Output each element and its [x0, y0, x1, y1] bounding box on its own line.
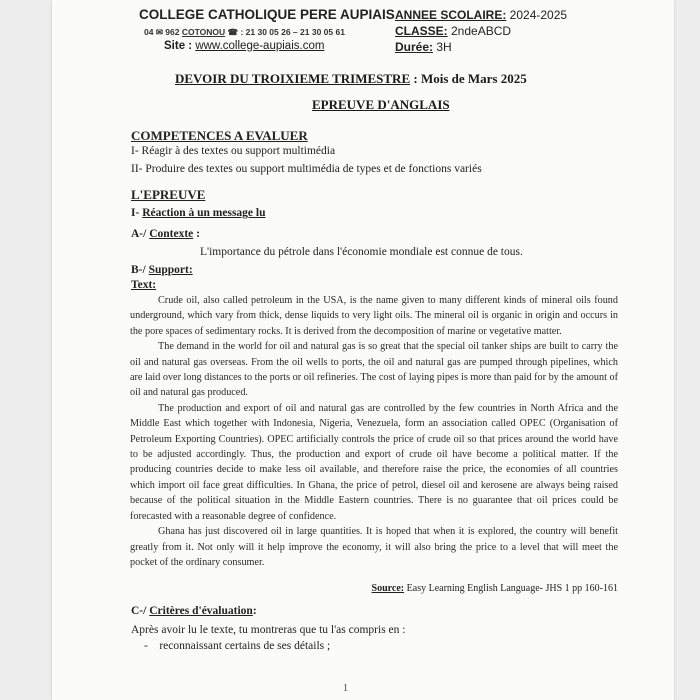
source-label: Source:: [371, 583, 405, 594]
contexte-heading: [131, 228, 200, 240]
contexte-text: L'importance du pétrole dans l'économie mondiale est connue de tous.: [200, 246, 523, 258]
school-year: [395, 8, 567, 22]
school-contact: [144, 27, 345, 38]
school-site: [164, 40, 324, 52]
criteres-suffix: :: [252, 605, 257, 617]
duration-info: [395, 40, 452, 54]
criteres-heading: [131, 605, 257, 617]
contexte-label: Contexte: [149, 228, 194, 240]
criteres-bullet-text: reconnaissant certains de ses détails ;: [159, 640, 331, 652]
passage: [130, 293, 618, 570]
exam-title-main: DEVOIR DU TROIXIEME TRIMESTRE: [175, 71, 411, 86]
support-prefix: B-/: [131, 264, 149, 276]
section-1-prefix: I-: [131, 207, 143, 219]
passage-paragraph-1: Crude oil, also called petroleum in the USA, is the name given to many different kinds of mineral oils found underground, which vary from thick, dense liquids to very light oils. The mineral oil is organic in origin and occurs in the pore spaces of sedimentary rocks. It is derived from the decomposition of marine or vegetative matter.: [130, 295, 618, 337]
epreuve-heading: L'EPREUVE: [131, 187, 206, 202]
criteres-intro: Après avoir lu le texte, tu montreras que tu l'as compris en :: [131, 624, 406, 636]
exam-title: [175, 71, 527, 87]
site-url[interactable]: www.college-aupiais.com: [195, 40, 325, 52]
criteres-bullet: [144, 640, 330, 652]
competence-item-1: I- Réagir à des textes ou support multimédia: [131, 145, 336, 157]
contact-city: COTONOU: [181, 27, 226, 37]
duration-label: Durée:: [395, 40, 434, 54]
contact-phone: ☎ : 21 30 05 26 – 21 30 05 61: [227, 27, 345, 37]
text-label: Text:: [131, 279, 157, 291]
passage-source: [372, 583, 618, 594]
criteres-title: Critères d'évaluation: [149, 605, 253, 617]
document-page: [52, 0, 674, 700]
passage-paragraph-4: Ghana has just discovered oil in large quantities. It is hoped that when it is explored, the country will benefit greatly from it. Not only will it help improve the economy, it will also bring the price to a level that will meet the pocket of the ordinary consumer.: [130, 526, 618, 568]
passage-paragraph-2: The demand in the world for oil and natural gas is so great that the special oil tanker ships are built to carry the oil and natural gas overseas. From the oil wells to ports, the oil and natural gas are pumped through pipelines, which are laid over long distances to the ports or oil refineries. The cost of laying pipes is more than paid for by the amount of oil and natural gas produced.: [130, 341, 618, 399]
year-label: ANNEE SCOLAIRE:: [395, 8, 507, 22]
exam-title-suffix: : Mois de Mars 2025: [410, 71, 527, 86]
section-1-title: Réaction à un message lu: [142, 207, 266, 219]
year-value: 2024-2025: [506, 8, 568, 22]
class-label: CLASSE:: [395, 24, 448, 38]
page-number: 1: [343, 683, 348, 694]
duration-value: 3H: [433, 40, 452, 54]
class-value: 2ndeABCD: [447, 24, 512, 38]
criteres-prefix: C-/: [131, 605, 150, 617]
support-label: Support:: [148, 264, 193, 276]
class-info: [395, 24, 511, 38]
competences-heading: COMPETENCES A EVALUER: [131, 128, 308, 143]
support-heading: [131, 264, 193, 276]
bullet-dash: -: [144, 640, 160, 652]
contexte-prefix: A-/: [131, 228, 150, 240]
competence-item-2: II- Produire des textes ou support multimédia de types et de fonctions variés: [131, 163, 482, 175]
source-text: Easy Learning English Language- JHS 1 pp 160-161: [404, 583, 618, 594]
exam-subject: EPREUVE D'ANGLAIS: [312, 97, 450, 112]
school-name: COLLEGE CATHOLIQUE PERE AUPIAIS: [139, 7, 395, 22]
site-label: Site :: [164, 40, 196, 52]
contexte-suffix: :: [193, 228, 201, 240]
section-1-heading: [131, 207, 266, 219]
contact-prefix: 04 ✉ 962: [144, 27, 180, 37]
passage-paragraph-3: The production and export of oil and natural gas are controlled by the few countries in North Africa and the Middle East which together with Indonesia, Nigeria, Venezuela, form an association called OPEC (Organisation of Petroleum Exporting Countries). OPEC artificially controls the price of crude oil so that prices around the world have to be adjusted accordingly. Thus, the production and export of crude oil have become a political matter. If the producing countries decide to make less oil available, and therefore raise the price, the economies of all countries which import oil face great difficulties. In Ghana, the price of petrol, diesel oil and kerosene are always being raised because of the political situation in the Middle Eastern countries. There is no guarantee that oil prices could be forecasted with a reasonable degree of confidence.: [130, 402, 618, 522]
